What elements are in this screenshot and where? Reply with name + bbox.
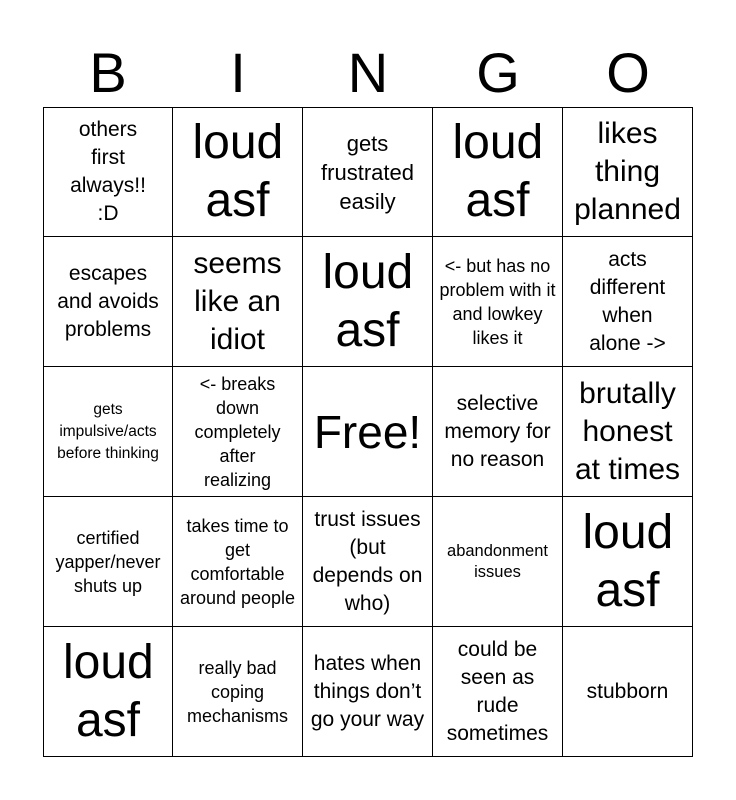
cell-text: loud asf (582, 505, 674, 617)
bingo-cell (303, 237, 433, 367)
bingo-cell (173, 627, 303, 757)
cell-text: abandonment issues (447, 541, 548, 581)
bingo-cell (173, 237, 303, 367)
cell-text: loud asf (63, 635, 154, 747)
bingo-cell (303, 497, 433, 627)
bingo-cell (43, 497, 173, 627)
bingo-cell (433, 497, 563, 627)
cell-text: hates when things don’t go your way (310, 651, 425, 731)
bingo-cell (433, 367, 563, 497)
cell-text: takes time to get comfortable around people (179, 515, 296, 608)
bingo-grid (43, 107, 693, 757)
bingo-cell (43, 107, 173, 237)
bingo-cell (563, 367, 693, 497)
cell-text: seems like an idiot (193, 246, 282, 356)
free-space-text: Free! (313, 405, 422, 458)
cell-text: could be seen as rude sometimes (446, 637, 549, 745)
cell-text: loud asf (452, 116, 544, 227)
header-letter-g: G (476, 41, 520, 104)
cell-text: escapes and avoids problems (57, 261, 159, 341)
cell-text: really bad coping mechanisms (186, 657, 289, 726)
cell-text: acts different when alone -> (589, 247, 666, 355)
header-letter-b: B (89, 41, 127, 104)
bingo-cell (43, 367, 173, 497)
bingo-cell (563, 627, 693, 757)
bingo-cell (303, 107, 433, 237)
bingo-cell (43, 237, 173, 367)
cell-text: certified yapper/never shuts up (55, 527, 161, 596)
bingo-cell (433, 237, 563, 367)
bingo-header (43, 40, 693, 106)
bingo-cell (303, 627, 433, 757)
cell-text: stubborn (586, 679, 669, 703)
header-letter-o: O (606, 41, 650, 104)
cell-text: <- but has no problem with it and lowkey likes it (439, 255, 556, 348)
cell-text: loud asf (322, 245, 414, 357)
cell-text: likes thing planned (574, 117, 681, 226)
bingo-cell (303, 367, 433, 497)
bingo-cell (43, 627, 173, 757)
bingo-cell (563, 237, 693, 367)
bingo-cell (173, 497, 303, 627)
bingo-cell (433, 627, 563, 757)
cell-text: others first always!! :D (70, 118, 146, 225)
cell-text: loud asf (192, 116, 284, 227)
cell-text: trust issues (but depends on who) (312, 507, 423, 615)
bingo-cell (563, 497, 693, 627)
cell-text: gets impulsive/acts before thinking (57, 400, 159, 462)
bingo-cell (433, 107, 563, 237)
bingo-cell (173, 107, 303, 237)
header-letter-i: I (230, 41, 246, 104)
cell-text: selective memory for no reason (444, 391, 551, 471)
cell-text: brutally honest at times (574, 376, 681, 486)
bingo-cell (173, 367, 303, 497)
cell-text: <- breaks down completely after realizing (194, 373, 281, 490)
cell-text: gets frustrated easily (321, 130, 414, 214)
bingo-cell (563, 107, 693, 237)
header-letter-n: N (347, 41, 389, 104)
